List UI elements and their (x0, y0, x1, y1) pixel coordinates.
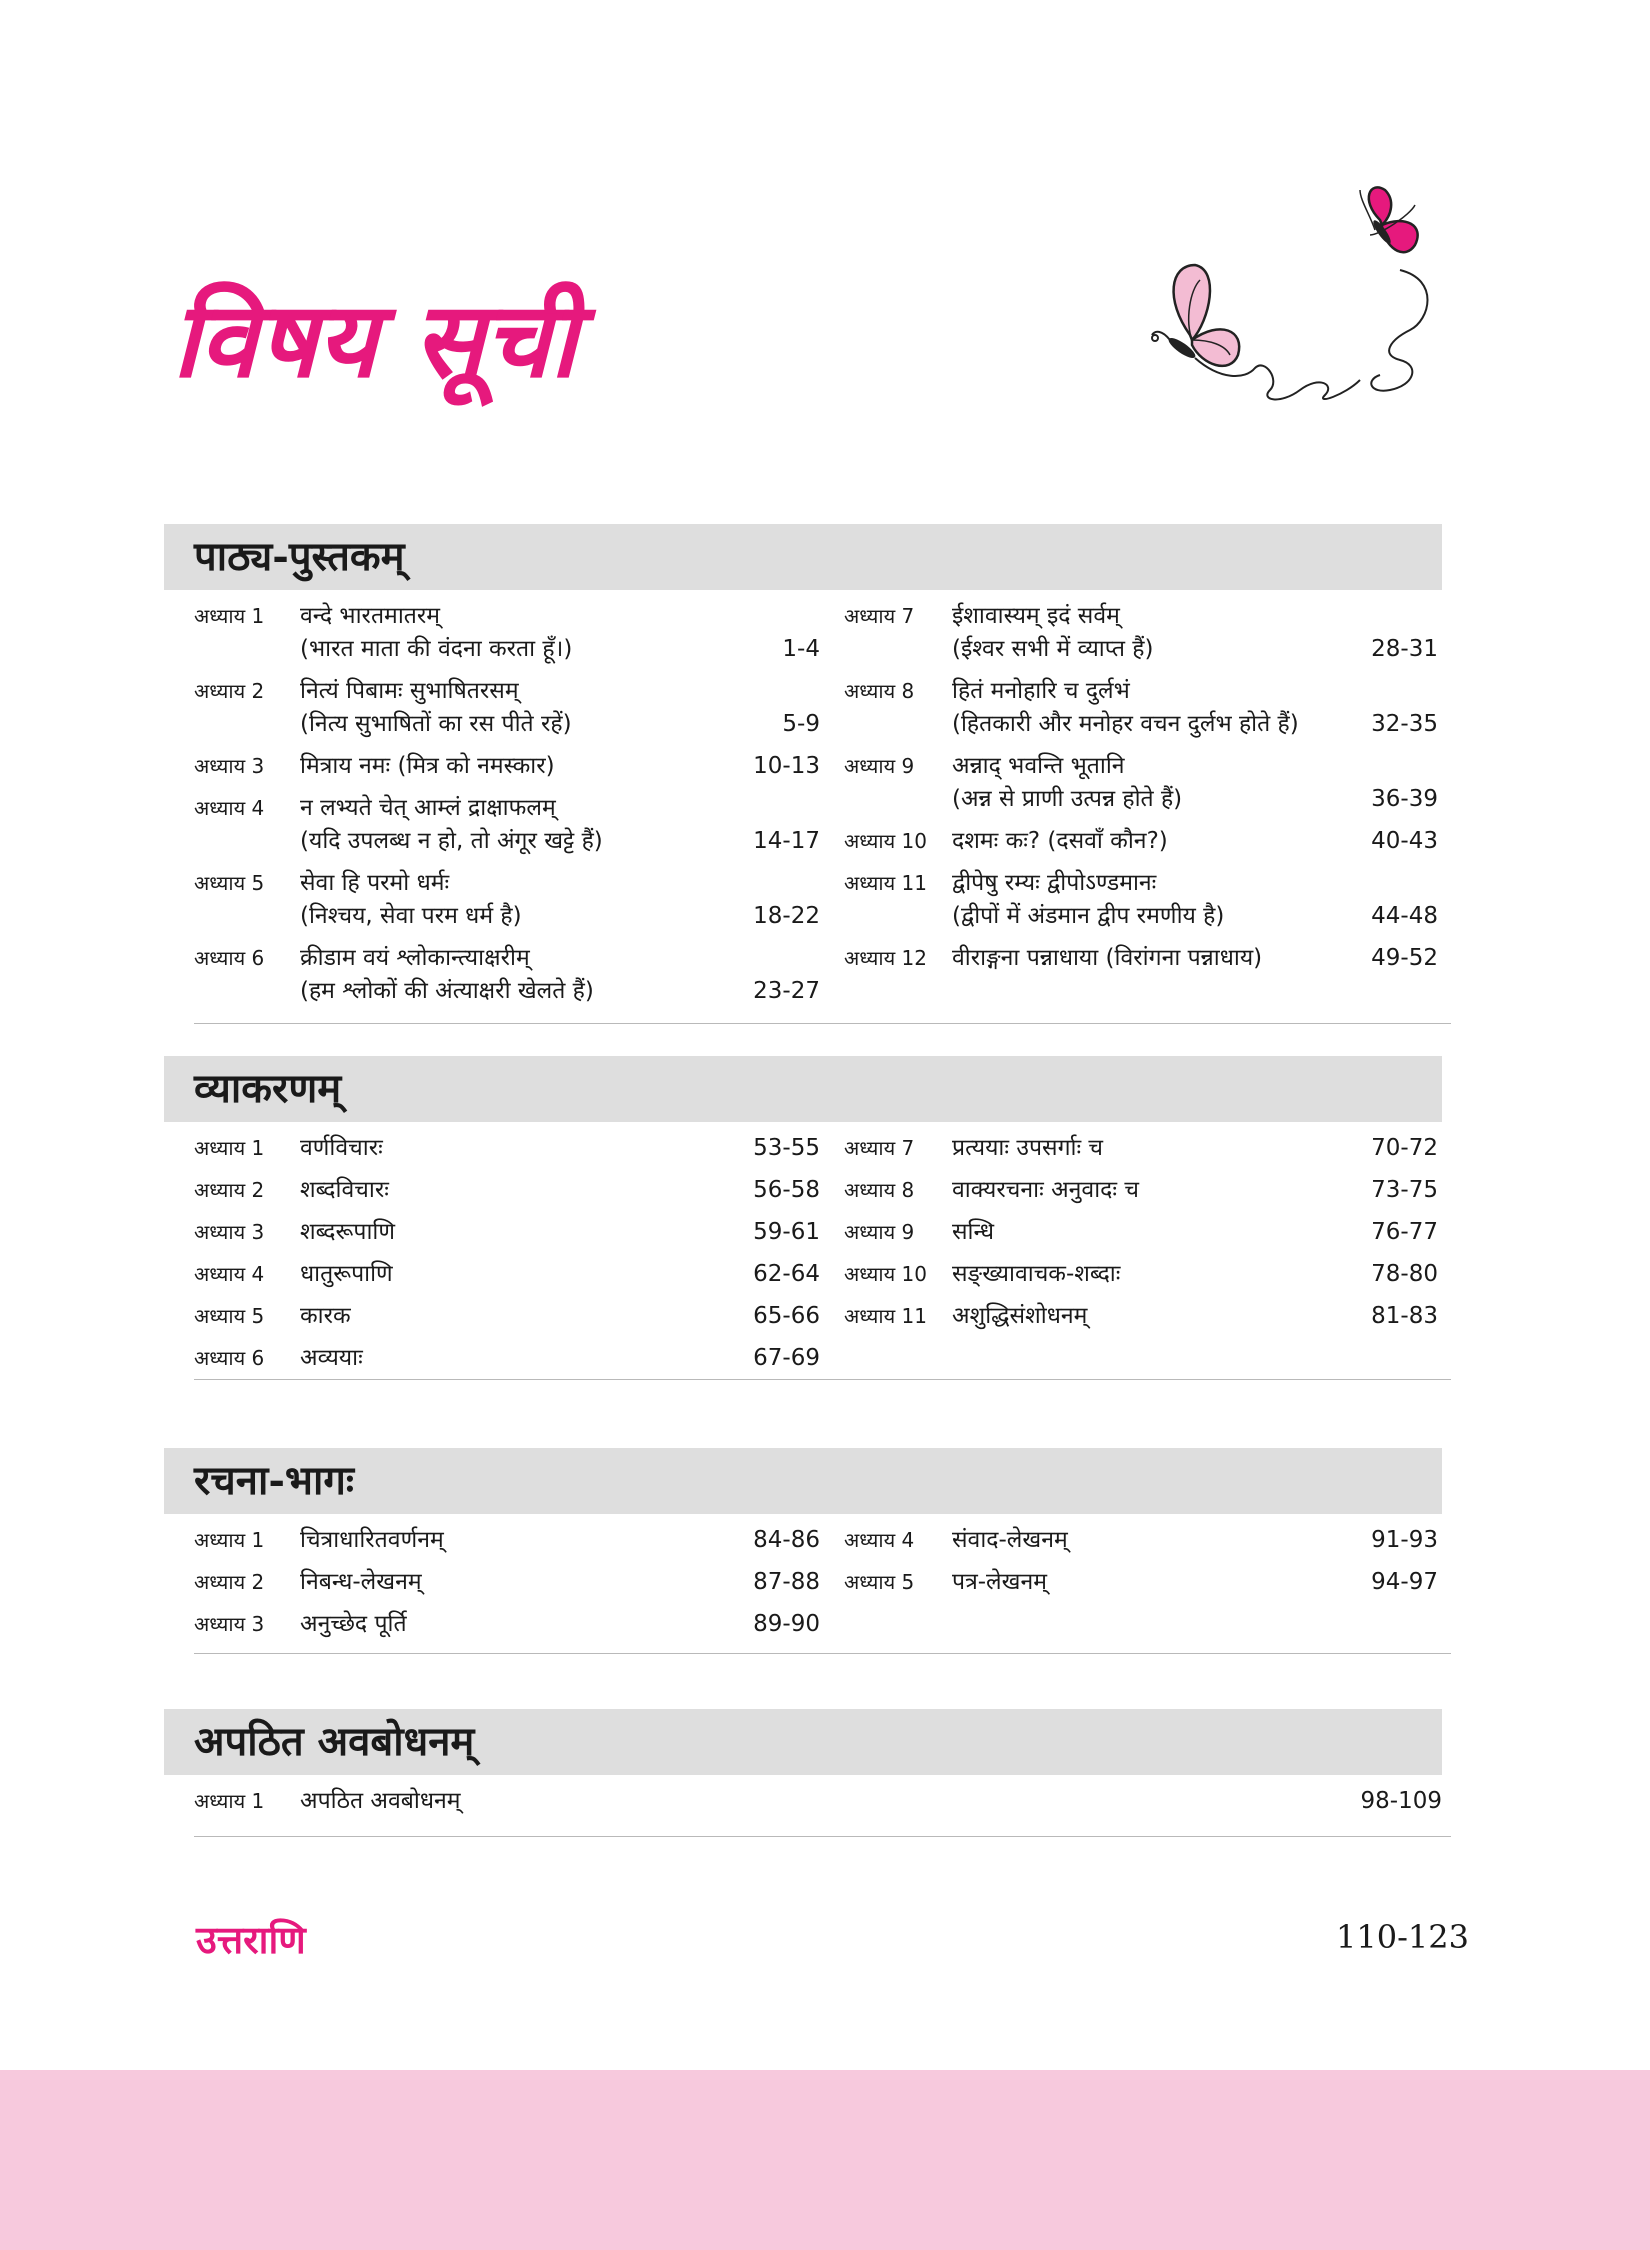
toc-entry[interactable] (194, 1174, 820, 1207)
section-divider (194, 1379, 1451, 1380)
page-range: 10-13 (753, 753, 820, 779)
toc-entry[interactable] (844, 1216, 1438, 1249)
section-divider (194, 1023, 1451, 1024)
chapter-subtitle: (हम श्लोकों की अंत्याक्षरी खेलते हैं) (300, 978, 594, 1004)
page-range: 70-72 (1371, 1135, 1438, 1161)
page-range: 73-75 (1371, 1177, 1438, 1203)
toc-entry[interactable] (194, 1566, 820, 1599)
toc-entry[interactable] (194, 1524, 820, 1557)
chapter-title: अनुच्छेद पूर्ति (300, 1611, 407, 1637)
page-range: 65-66 (753, 1303, 820, 1329)
chapter-title: अव्ययाः (300, 1345, 363, 1371)
page-range: 32-35 (1371, 711, 1438, 737)
section-heading: पाठ्य-पुस्तकम् (164, 524, 1442, 590)
toc-entry[interactable] (844, 867, 1438, 933)
section-heading: व्याकरणम् (164, 1056, 1442, 1122)
toc-entry[interactable] (844, 1300, 1438, 1333)
page-range: 67-69 (753, 1345, 820, 1371)
page-range: 44-48 (1371, 903, 1438, 929)
toc-entry[interactable] (844, 750, 1438, 816)
chapter-label: अध्याय 6 (194, 1346, 265, 1370)
page-range: 62-64 (753, 1261, 820, 1287)
chapter-label: अध्याय 11 (844, 871, 927, 895)
chapter-label: अध्याय 5 (194, 871, 265, 895)
chapter-label: अध्याय 7 (844, 604, 915, 628)
chapter-subtitle: (द्वीपों में अंडमान द्वीप रमणीय है) (952, 903, 1225, 929)
chapter-label: अध्याय 11 (844, 1304, 927, 1328)
toc-entry[interactable] (844, 825, 1438, 858)
chapter-label: अध्याय 3 (194, 1612, 265, 1636)
toc-entry[interactable] (194, 1258, 820, 1291)
chapter-title: कारक (300, 1303, 351, 1329)
chapter-label: अध्याय 10 (844, 1262, 927, 1286)
toc-entry[interactable] (194, 942, 820, 1008)
chapter-title: दशमः कः? (दसवाँ कौन?) (952, 828, 1168, 854)
chapter-title: मित्राय नमः (मित्र को नमस्कार) (300, 753, 555, 779)
toc-entry[interactable] (844, 1174, 1438, 1207)
chapter-title: वाक्यरचनाः अनुवादः च (952, 1177, 1139, 1203)
toc-entry[interactable] (844, 600, 1438, 666)
footer-band (0, 2070, 1650, 2250)
page-range: 89-90 (753, 1611, 820, 1637)
chapter-title: हितं मनोहारि च दुर्लभं (952, 678, 1130, 704)
chapter-subtitle: (अन्न से प्राणी उत्पन्न होते हैं) (952, 786, 1183, 812)
chapter-subtitle: (यदि उपलब्ध न हो, तो अंगूर खट्टे हैं) (300, 828, 603, 854)
chapter-title: सेवा हि परमो धर्मः (300, 870, 450, 896)
toc-entry[interactable] (844, 942, 1438, 975)
page-range: 91-93 (1371, 1527, 1438, 1553)
page-range: 81-83 (1371, 1303, 1438, 1329)
chapter-title: शब्दविचारः (300, 1177, 389, 1203)
section-heading: रचना-भागः (164, 1448, 1442, 1514)
chapter-label: अध्याय 6 (194, 946, 265, 970)
chapter-label: अध्याय 3 (194, 754, 265, 778)
toc-entry[interactable] (844, 675, 1438, 741)
chapter-title: सन्धि (952, 1219, 995, 1245)
toc-column-left (194, 1132, 820, 1384)
chapter-title: संवाद-लेखनम् (952, 1527, 1068, 1553)
chapter-label: अध्याय 9 (844, 1220, 915, 1244)
butterfly-small-icon (1360, 187, 1428, 390)
chapter-subtitle: (भारत माता की वंदना करता हूँ।) (300, 636, 573, 662)
chapter-title: नित्यं पिबामः सुभाषितरसम् (300, 678, 519, 704)
chapter-label: अध्याय 5 (844, 1570, 915, 1594)
chapter-label: अध्याय 4 (194, 1262, 265, 1286)
section-apathita-avabodhanam (164, 1709, 1454, 1827)
toc-column-right (820, 1132, 1438, 1384)
toc-entry[interactable] (194, 750, 820, 783)
chapter-subtitle: (निश्चय, सेवा परम धर्म है) (300, 903, 522, 929)
chapter-label: अध्याय 2 (194, 1570, 265, 1594)
chapter-label: अध्याय 4 (194, 796, 265, 820)
page-range: 59-61 (753, 1219, 820, 1245)
page-range: 18-22 (753, 903, 820, 929)
chapter-title: वर्णविचारः (300, 1135, 383, 1161)
toc-entry[interactable] (194, 1785, 1442, 1818)
chapter-label: अध्याय 2 (194, 679, 265, 703)
toc-entry[interactable] (194, 792, 820, 858)
chapter-label: अध्याय 1 (194, 604, 265, 628)
toc-column-right (820, 600, 1438, 1017)
page-range: 36-39 (1371, 786, 1438, 812)
page-range: 40-43 (1371, 828, 1438, 854)
chapter-label: अध्याय 4 (844, 1528, 915, 1552)
page-range: 14-17 (753, 828, 820, 854)
page-range: 28-31 (1371, 636, 1438, 662)
chapter-label: अध्याय 8 (844, 679, 915, 703)
section-vyakaranam (164, 1056, 1454, 1384)
chapter-title: द्वीपेषु रम्यः द्वीपोऽण्डमानः (952, 870, 1157, 896)
toc-entry[interactable] (844, 1524, 1438, 1557)
toc-entry[interactable] (194, 867, 820, 933)
chapter-label: अध्याय 1 (194, 1789, 265, 1813)
page-range: 1-4 (782, 636, 820, 662)
butterflies-illustration (1070, 180, 1470, 450)
chapter-title: क्रीडाम वयं श्लोकान्त्याक्षरीम् (300, 945, 530, 971)
page-range: 53-55 (753, 1135, 820, 1161)
page-range: 78-80 (1371, 1261, 1438, 1287)
toc-entry[interactable] (194, 1216, 820, 1249)
toc-entry[interactable] (194, 1300, 820, 1333)
section-pathya-pustakam (164, 524, 1454, 1017)
chapter-title: अशुद्धिसंशोधनम् (952, 1303, 1088, 1329)
chapter-title: पत्र-लेखनम् (952, 1569, 1047, 1595)
chapter-label: अध्याय 7 (844, 1136, 915, 1160)
chapter-title: धातुरूपाणि (300, 1261, 393, 1287)
page-range: 84-86 (753, 1527, 820, 1553)
toc-column-left (194, 1785, 1442, 1827)
toc-column-left (194, 600, 820, 1017)
chapter-label: अध्याय 3 (194, 1220, 265, 1244)
chapter-title: वीराङ्गना पन्नाधाया (विरांगना पन्नाधाय) (952, 945, 1263, 971)
page-range: 5-9 (782, 711, 820, 737)
page-range: 56-58 (753, 1177, 820, 1203)
toc-column-left (194, 1524, 820, 1650)
chapter-title: प्रत्ययाः उपसर्गाः च (952, 1135, 1104, 1161)
chapter-title: चित्राधारितवर्णनम् (300, 1527, 444, 1553)
chapter-label: अध्याय 8 (844, 1178, 915, 1202)
chapter-subtitle: (नित्य सुभाषितों का रस पीते रहें) (300, 711, 572, 737)
toc-entry[interactable] (844, 1566, 1438, 1599)
chapter-subtitle: (ईश्वर सभी में व्याप्त हैं) (952, 636, 1154, 662)
toc-entry[interactable] (194, 675, 820, 741)
chapter-label: अध्याय 1 (194, 1528, 265, 1552)
page-range: 23-27 (753, 978, 820, 1004)
answers-page-range: 110-123 (1336, 1918, 1469, 1956)
chapter-label: अध्याय 12 (844, 946, 927, 970)
toc-column-right (820, 1524, 1438, 1650)
chapter-title: अपठित अवबोधनम् (300, 1788, 461, 1814)
chapter-title: वन्दे भारतमातरम् (300, 603, 441, 629)
section-divider (194, 1653, 1451, 1654)
chapter-label: अध्याय 2 (194, 1178, 265, 1202)
section-heading: अपठित अवबोधनम् (164, 1709, 1442, 1775)
page-range: 49-52 (1371, 945, 1438, 971)
toc-entry[interactable] (844, 1258, 1438, 1291)
chapter-title: न लभ्यते चेत् आम्लं द्राक्षाफलम् (300, 795, 556, 821)
toc-entry[interactable] (194, 600, 820, 666)
page-range: 98-109 (1360, 1788, 1442, 1814)
toc-entry[interactable] (194, 1132, 820, 1165)
chapter-title: शब्दरूपाणि (300, 1219, 395, 1245)
section-rachana-bhaga (164, 1448, 1454, 1650)
chapter-label: अध्याय 1 (194, 1136, 265, 1160)
toc-entry[interactable] (844, 1132, 1438, 1165)
page-range: 87-88 (753, 1569, 820, 1595)
answers-heading: उत्तराणि (196, 1917, 306, 1962)
chapter-label: अध्याय 10 (844, 829, 927, 853)
chapter-label: अध्याय 9 (844, 754, 915, 778)
chapter-title: ईशावास्यम् इदं सर्वम् (952, 603, 1120, 629)
chapter-title: सङ्ख्यावाचक-शब्दाः (952, 1261, 1121, 1287)
page-range: 94-97 (1371, 1569, 1438, 1595)
butterfly-large-icon (1152, 265, 1360, 399)
page-range: 76-77 (1371, 1219, 1438, 1245)
toc-entry[interactable] (194, 1342, 820, 1375)
chapter-subtitle: (हितकारी और मनोहर वचन दुर्लभ होते हैं) (952, 711, 1299, 737)
page-title: विषय सूची (172, 278, 577, 401)
chapter-title: अन्नाद् भवन्ति भूतानि (952, 753, 1125, 779)
chapter-title: निबन्ध-लेखनम् (300, 1569, 422, 1595)
toc-entry[interactable] (194, 1608, 820, 1641)
section-divider (194, 1836, 1451, 1837)
chapter-label: अध्याय 5 (194, 1304, 265, 1328)
